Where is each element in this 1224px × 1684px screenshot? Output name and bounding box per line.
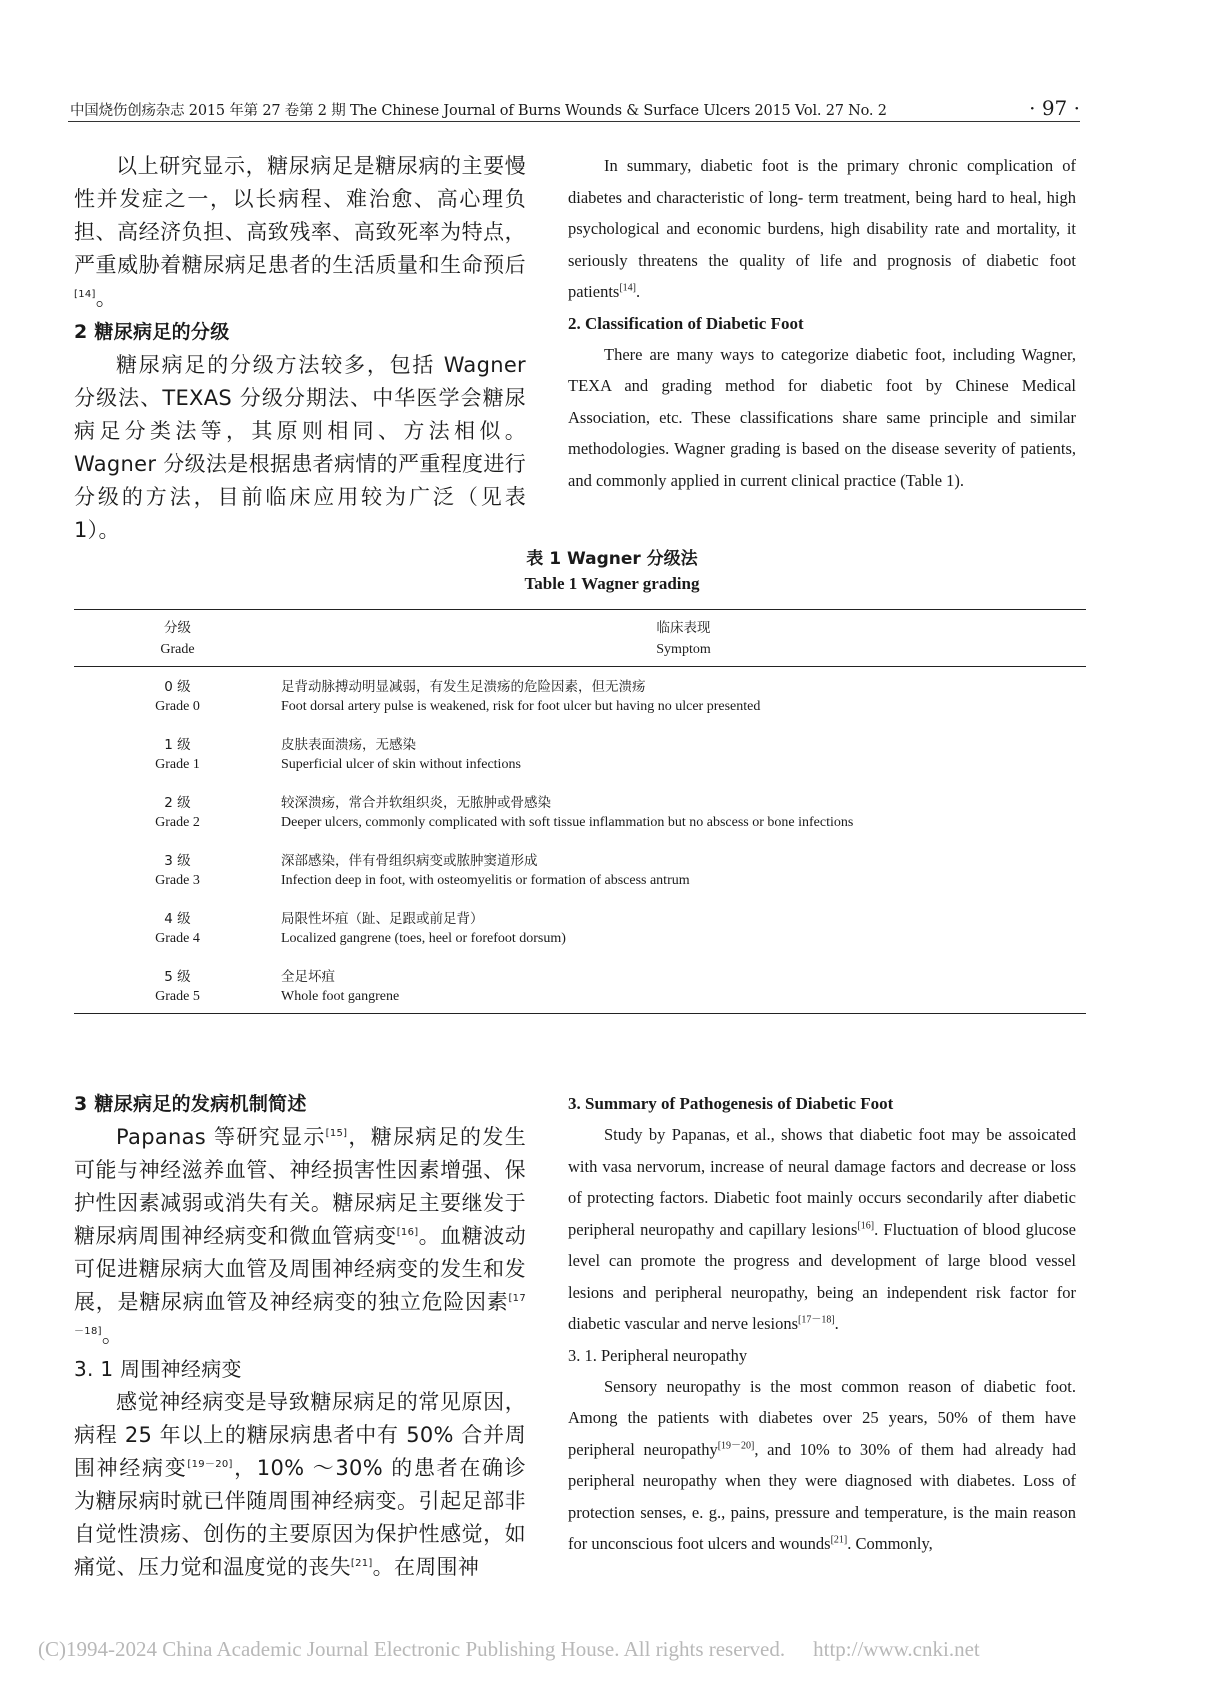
en-paragraph: In summary, diabetic foot is the primary chronic complication of diabetes and characteristic of long- term treatment, being hard to heal, high psychological and economic burdens, high disability rate and mortality, it seriously threatens the quality of life and prognosis of diabetic foot patients[14]. <box>568 156 1076 301</box>
citation: [16] <box>396 1227 419 1238</box>
citation: [19－20] <box>717 1440 755 1451</box>
grade-cell: 2 级 Grade 2 <box>155 795 200 830</box>
en-paragraph: There are many ways to categorize diabetic foot, including Wagner, TEXA and grading method for diabetic foot by Chinese Medical Association, etc. These classifications share same principle and similar methodologies. Wagner grading is based on the disease severity of patients, and commonly applied in current clinical practice (Table 1). <box>568 344 1076 490</box>
citation: [17－18] <box>798 1314 835 1326</box>
symptom-cell: 深部感染，伴有骨组织病变或脓肿窦道形成 Infection deep in foot, with osteomyelitis or formation of abscess antrum <box>281 853 690 888</box>
table-caption-en: Table 1 Wagner grading <box>524 574 700 593</box>
bottom-zh-column <box>74 1087 526 1584</box>
table-row <box>74 833 1086 891</box>
top-en-column <box>568 150 1076 496</box>
bottom-en-column <box>568 1088 1076 1560</box>
citation: [17－18] <box>74 1293 526 1337</box>
subsection-heading-3-1-zh: 3. 1 周围神经病变 <box>74 1357 242 1381</box>
en-paragraph: Sensory neuropathy is the most common reason of diabetic foot. Among the patients with diabetes over 25 years, 50% of them have peripheral neuropathy[19－20], and 10% to 30% of them had already had peripheral neuropathy when they were diagnosed with diabetes. Loss of protection senses, e. g., pains, pressure and temperature, is the main reason for unconscious foot ulcers and wounds[21]. Commonly, <box>568 1376 1076 1553</box>
section-heading-3-en: 3. Summary of Pathogenesis of Diabetic Foot <box>568 1094 894 1113</box>
header-rule <box>68 121 1080 122</box>
citation: [15] <box>325 1128 348 1139</box>
symptom-cell: 皮肤表面溃疡，无感染 Superficial ulcer of skin without infections <box>281 737 521 772</box>
citation: [14] <box>619 282 636 294</box>
symptom-cell: 局限性坏疽（趾、足跟或前足背） Localized gangrene (toes, heel or forefoot dorsum) <box>281 911 566 946</box>
zh-paragraph: 糖尿病足的分级方法较多，包括 Wagner 分级法、TEXAS 分级分期法、中华医学会糖尿病足分类法等，其原则相同、方法相似。Wagner 分级法是根据患者病情的严重程度进行分级的方法，目前临床应用较为广泛（见表 1）。 <box>74 353 526 542</box>
grade-cell: 5 级 Grade 5 <box>155 969 200 1004</box>
zh-paragraph: Papanas 等研究显示[15]，糖尿病足的发生可能与神经滋养血管、神经损害性因素增强、保护性因素减弱或消失有关。糖尿病足主要继发于糖尿病周围神经病变和微血管病变[16]。血糖波动可促进糖尿病大血管及周围神经病变的发生和发展，是糖尿病血管及神经病变的独立危险因素[17－18]。 <box>74 1125 527 1347</box>
table-header-row <box>74 610 1086 667</box>
section-heading-2-zh: 2 糖尿病足的分级 <box>74 321 230 343</box>
symptom-cell: 足背动脉搏动明显减弱，有发生足溃疡的危险因素，但无溃疡 Foot dorsal artery pulse is weakened, risk for foot ulcer but having no ulcer presented <box>281 679 761 714</box>
table-caption-zh: 表 1 Wagner 分级法 <box>526 549 698 569</box>
grade-cell: 0 级 Grade 0 <box>155 679 200 714</box>
citation: [21] <box>350 1558 373 1569</box>
symptom-cell: 较深溃疡，常合并软组织炎，无脓肿或骨感染 Deeper ulcers, commonly complicated with soft tissue inflammation but no abscess or bone infections <box>281 795 854 830</box>
citation: [16] <box>857 1220 875 1231</box>
citation: [19－20] <box>187 1459 233 1470</box>
grade-column-header: 分级 Grade <box>74 610 281 667</box>
table-row <box>74 949 1086 1014</box>
footer-url[interactable]: http://www.cnki.net <box>813 1637 980 1661</box>
table-row <box>74 717 1086 775</box>
grade-cell: 3 级 Grade 3 <box>155 853 200 888</box>
zh-paragraph: 感觉神经病变是导致糖尿病足的常见原因，病程 25 年以上的糖尿病患者中有 50% 合并周围神经病变[19－20]，10% ～30% 的患者在确诊为糖尿病时就已伴随周围神经病变。引起足部非自觉性溃疡、创伤的主要原因为保护性感觉，如痛觉、压力觉和温度觉的丧失[21]。在周围神 <box>74 1390 526 1579</box>
citation: [14] <box>74 289 96 300</box>
section-heading-2-en: 2. Classification of Diabetic Foot <box>568 313 804 333</box>
section-heading-3-zh: 3 糖尿病足的发病机制简述 <box>74 1093 307 1115</box>
citation: [21] <box>830 1534 848 1546</box>
grade-cell: 4 级 Grade 4 <box>155 911 200 946</box>
symptom-column-header: 临床表现 Symptom <box>281 610 1086 667</box>
table-row <box>74 667 1086 718</box>
page-number: · 97 · <box>1029 96 1080 120</box>
table-row <box>74 891 1086 949</box>
running-header <box>70 96 1080 120</box>
grade-cell: 1 级 Grade 1 <box>155 737 200 772</box>
en-paragraph: Study by Papanas, et al., shows that diabetic foot may be assoicated with vasa nervorum, increase of neural damage factors and decrease or loss of protecting factors. Diabetic foot mainly occurs secondarily after diabetic peripheral neuropathy and capillary lesions[16]. Fluctuation of blood glucose level can promote the progress and development of large blood vessel lesions and peripheral neuropathy, being an independent risk factor for diabetic vascular and nerve lesions[17－18]. <box>568 1125 1076 1333</box>
copyright-text: (C)1994-2024 China Academic Journal Electronic Publishing House. All rights reserved. <box>38 1637 786 1661</box>
copyright-footer <box>38 1637 1188 1662</box>
zh-paragraph: 以上研究显示，糖尿病足是糖尿病的主要慢性并发症之一，以长病程、难治愈、高心理负担、高经济负担、高致残率、高致死率为特点，严重威胁着糖尿病足患者的生活质量和生命预后[14]。 <box>74 154 526 310</box>
table-row <box>74 775 1086 833</box>
subsection-heading-3-1-en: 3. 1. Peripheral neuropathy <box>568 1345 748 1365</box>
wagner-table <box>74 609 1086 1014</box>
symptom-cell: 全足坏疽 Whole foot gangrene <box>281 969 400 1004</box>
journal-header: 中国烧伤创疡杂志 2015 年第 27 卷第 2 期 The Chinese Journal of Burns Wounds & Surface Ulcers 2015 Vol. 27 No. 2 <box>70 103 887 119</box>
top-zh-column <box>74 150 526 547</box>
